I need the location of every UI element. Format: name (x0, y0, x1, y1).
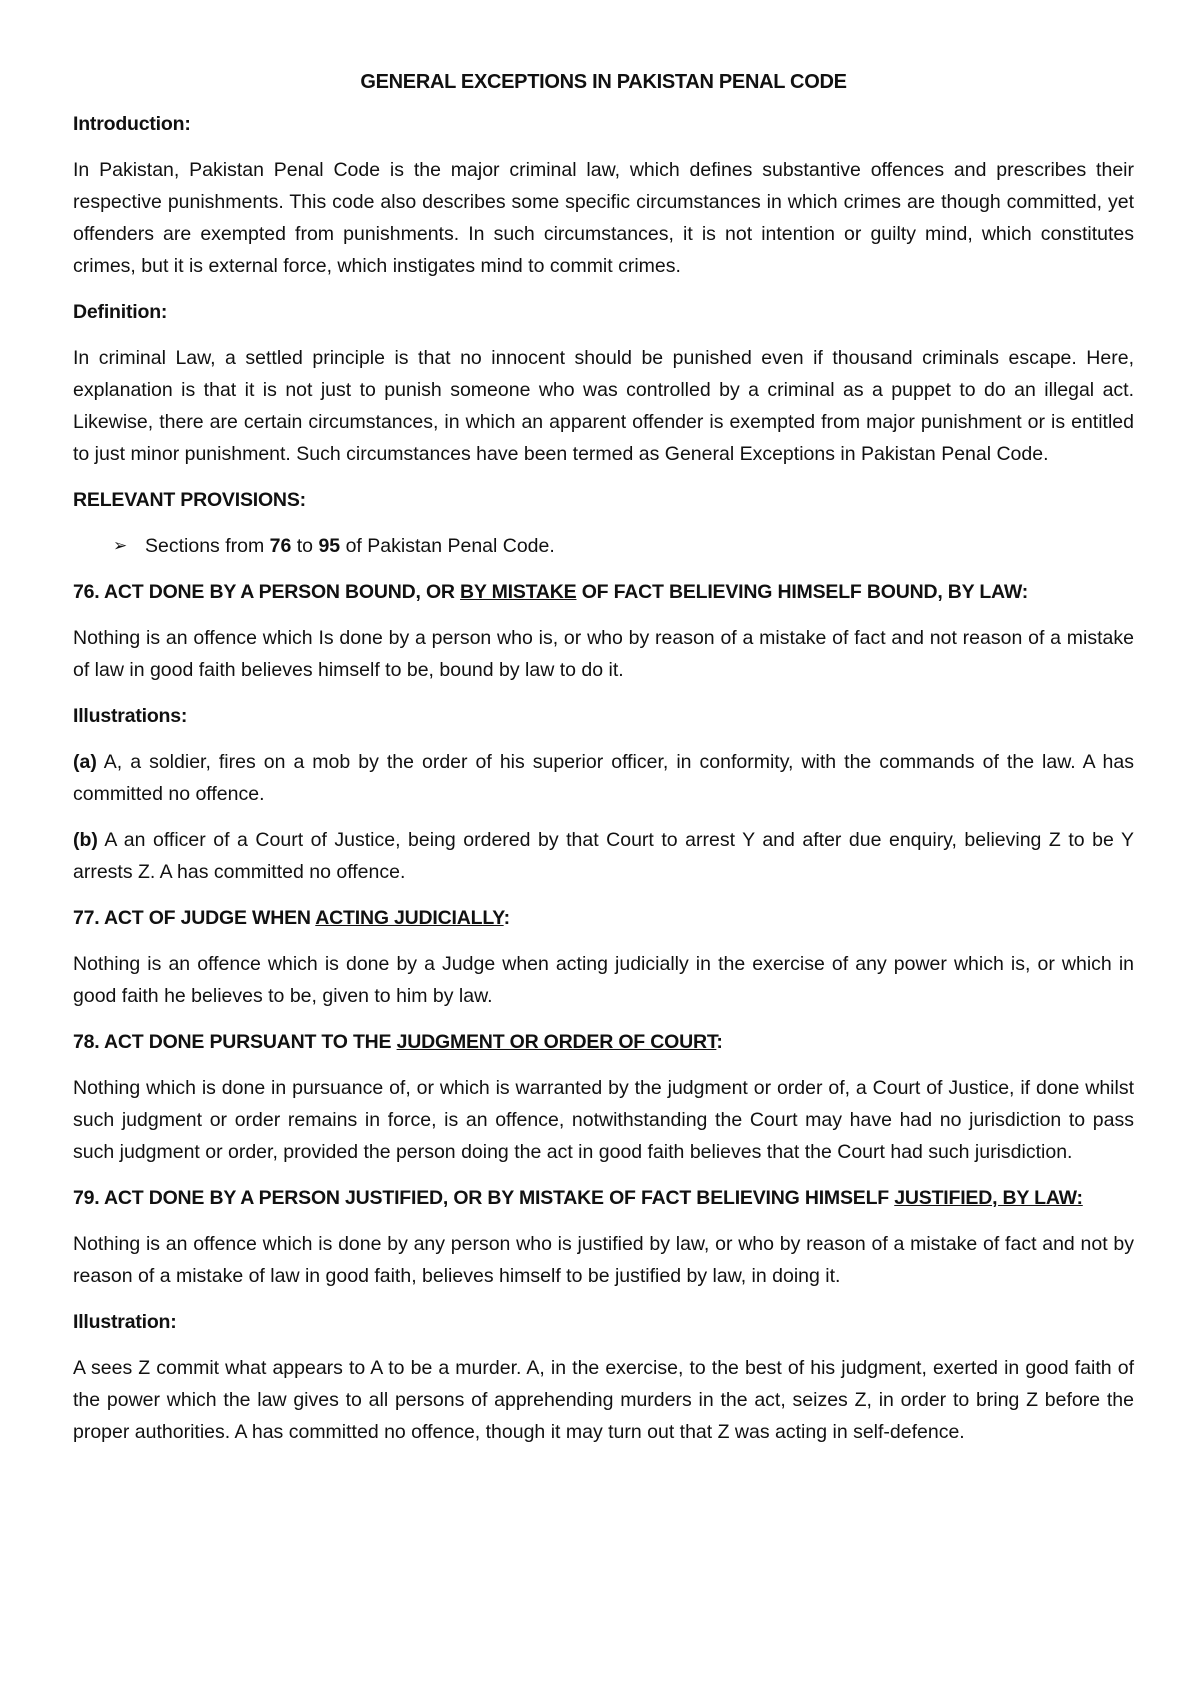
section-76-illustrations-heading: Illustrations: (73, 705, 188, 727)
introduction-paragraph: In Pakistan, Pakistan Penal Code is the major criminal law, which defines substantive offences and prescribes their respective punishments. This code also describes some specific circumstances in which crimes are though committed, yet offenders are exempted from punishments. In such circumstances, it is not intention or guilty mind, which constitutes crimes, but it is external force, which instigates mind to commit crimes. (73, 159, 1134, 277)
illustration-b (73, 824, 1134, 888)
introduction-heading: Introduction: (73, 113, 191, 135)
provisions-bullet (73, 530, 1134, 562)
provisions-prefix: Sections from (145, 535, 270, 557)
section-77-heading-underlined: ACTING JUDICIALLY (315, 907, 504, 929)
provisions-to: 95 (318, 535, 341, 557)
illustration-a (73, 746, 1134, 810)
section-78-heading (73, 1026, 1134, 1058)
section-79-illustration-text: A sees Z commit what appears to A to be a murder. A, in the exercise, to the best of his judgment, exerted in good faith of the power which the law gives to all persons of apprehending murders in the act, seizes Z, in order to bring Z before the proper authorities. A has committed no offence, though it may turn out that Z was acting in self-defence. (73, 1357, 1134, 1443)
provisions-from: 76 (269, 535, 292, 557)
section-77-heading-pre: 77. ACT OF JUDGE WHEN (73, 907, 316, 929)
provisions-mid: to (291, 535, 319, 557)
section-76-heading (73, 576, 1134, 608)
document-title: GENERAL EXCEPTIONS IN PAKISTAN PENAL CODE (360, 71, 847, 93)
relevant-provisions-heading: RELEVANT PROVISIONS: (73, 489, 306, 511)
arrow-bullet-icon: ➢ (113, 536, 128, 555)
section-79-heading (73, 1182, 1134, 1214)
definition-heading: Definition: (73, 301, 168, 323)
section-79-text: Nothing is an offence which is done by any person who is justified by law, or who by reason of a mistake of fact and not by reason of a mistake of law in good faith, believes himself to be justified by law, in doing it. (73, 1233, 1134, 1287)
definition-paragraph: In criminal Law, a settled principle is that no innocent should be punished even if thousand criminals escape. Here, explanation is that it is not just to punish someone who was controlled by a criminal as a puppet to do an illegal act. Likewise, there are certain circumstances, in which an apparent offender is exempted from major punishment or is entitled to just minor punishment. Such circumstances have been termed as General Exceptions in Pakistan Penal Code. (73, 347, 1134, 465)
illustration-b-text: A an officer of a Court of Justice, being ordered by that Court to arrest Y and after due enquiry, believing Z to be Y arrests Z. A has committed no offence. (73, 829, 1134, 883)
section-79-illustration-heading: Illustration: (73, 1311, 177, 1333)
section-78-heading-pre: 78. ACT DONE PURSUANT TO THE (73, 1031, 397, 1053)
illustration-a-label: (a) (73, 751, 97, 773)
section-78-text: Nothing which is done in pursuance of, or which is warranted by the judgment or order of, a Court of Justice, if done whilst such judgment or order remains in force, is an offence, notwithstanding the Court may have had no jurisdiction to pass such judgment or order, provided the person doing the act in good faith believes that the Court had such jurisdiction. (73, 1077, 1134, 1163)
provisions-bullet-text (145, 535, 555, 557)
section-77-heading (73, 902, 1134, 934)
illustration-b-label: (b) (73, 829, 98, 851)
section-78-heading-underlined: JUDGMENT OR ORDER OF COURT (396, 1031, 717, 1053)
section-79-heading-underlined: JUSTIFIED, BY LAW: (894, 1187, 1083, 1209)
section-76-heading-post: OF FACT BELIEVING HIMSELF BOUND, BY LAW: (576, 581, 1029, 603)
section-78-heading-post: : (716, 1031, 723, 1053)
section-76-heading-underlined: BY MISTAKE (460, 581, 577, 603)
section-77-text: Nothing is an offence which is done by a Judge when acting judicially in the exercise of any power which is, or which in good faith he believes to be, given to him by law. (73, 953, 1134, 1007)
provisions-suffix: of Pakistan Penal Code. (340, 535, 555, 557)
section-76-text: Nothing is an offence which Is done by a person who is, or who by reason of a mistake of fact and not reason of a mistake of law in good faith believes himself to be, bound by law to do it. (73, 627, 1134, 681)
section-77-heading-post: : (503, 907, 510, 929)
illustration-a-text: A, a soldier, fires on a mob by the order of his superior officer, in conformity, with the commands of the law. A has committed no offence. (73, 751, 1134, 805)
section-79-heading-pre: 79. ACT DONE BY A PERSON JUSTIFIED, OR BY MISTAKE OF FACT BELIEVING HIMSELF (73, 1187, 895, 1209)
document-page (73, 66, 1134, 1462)
section-76-heading-pre: 76. ACT DONE BY A PERSON BOUND, OR (73, 581, 461, 603)
